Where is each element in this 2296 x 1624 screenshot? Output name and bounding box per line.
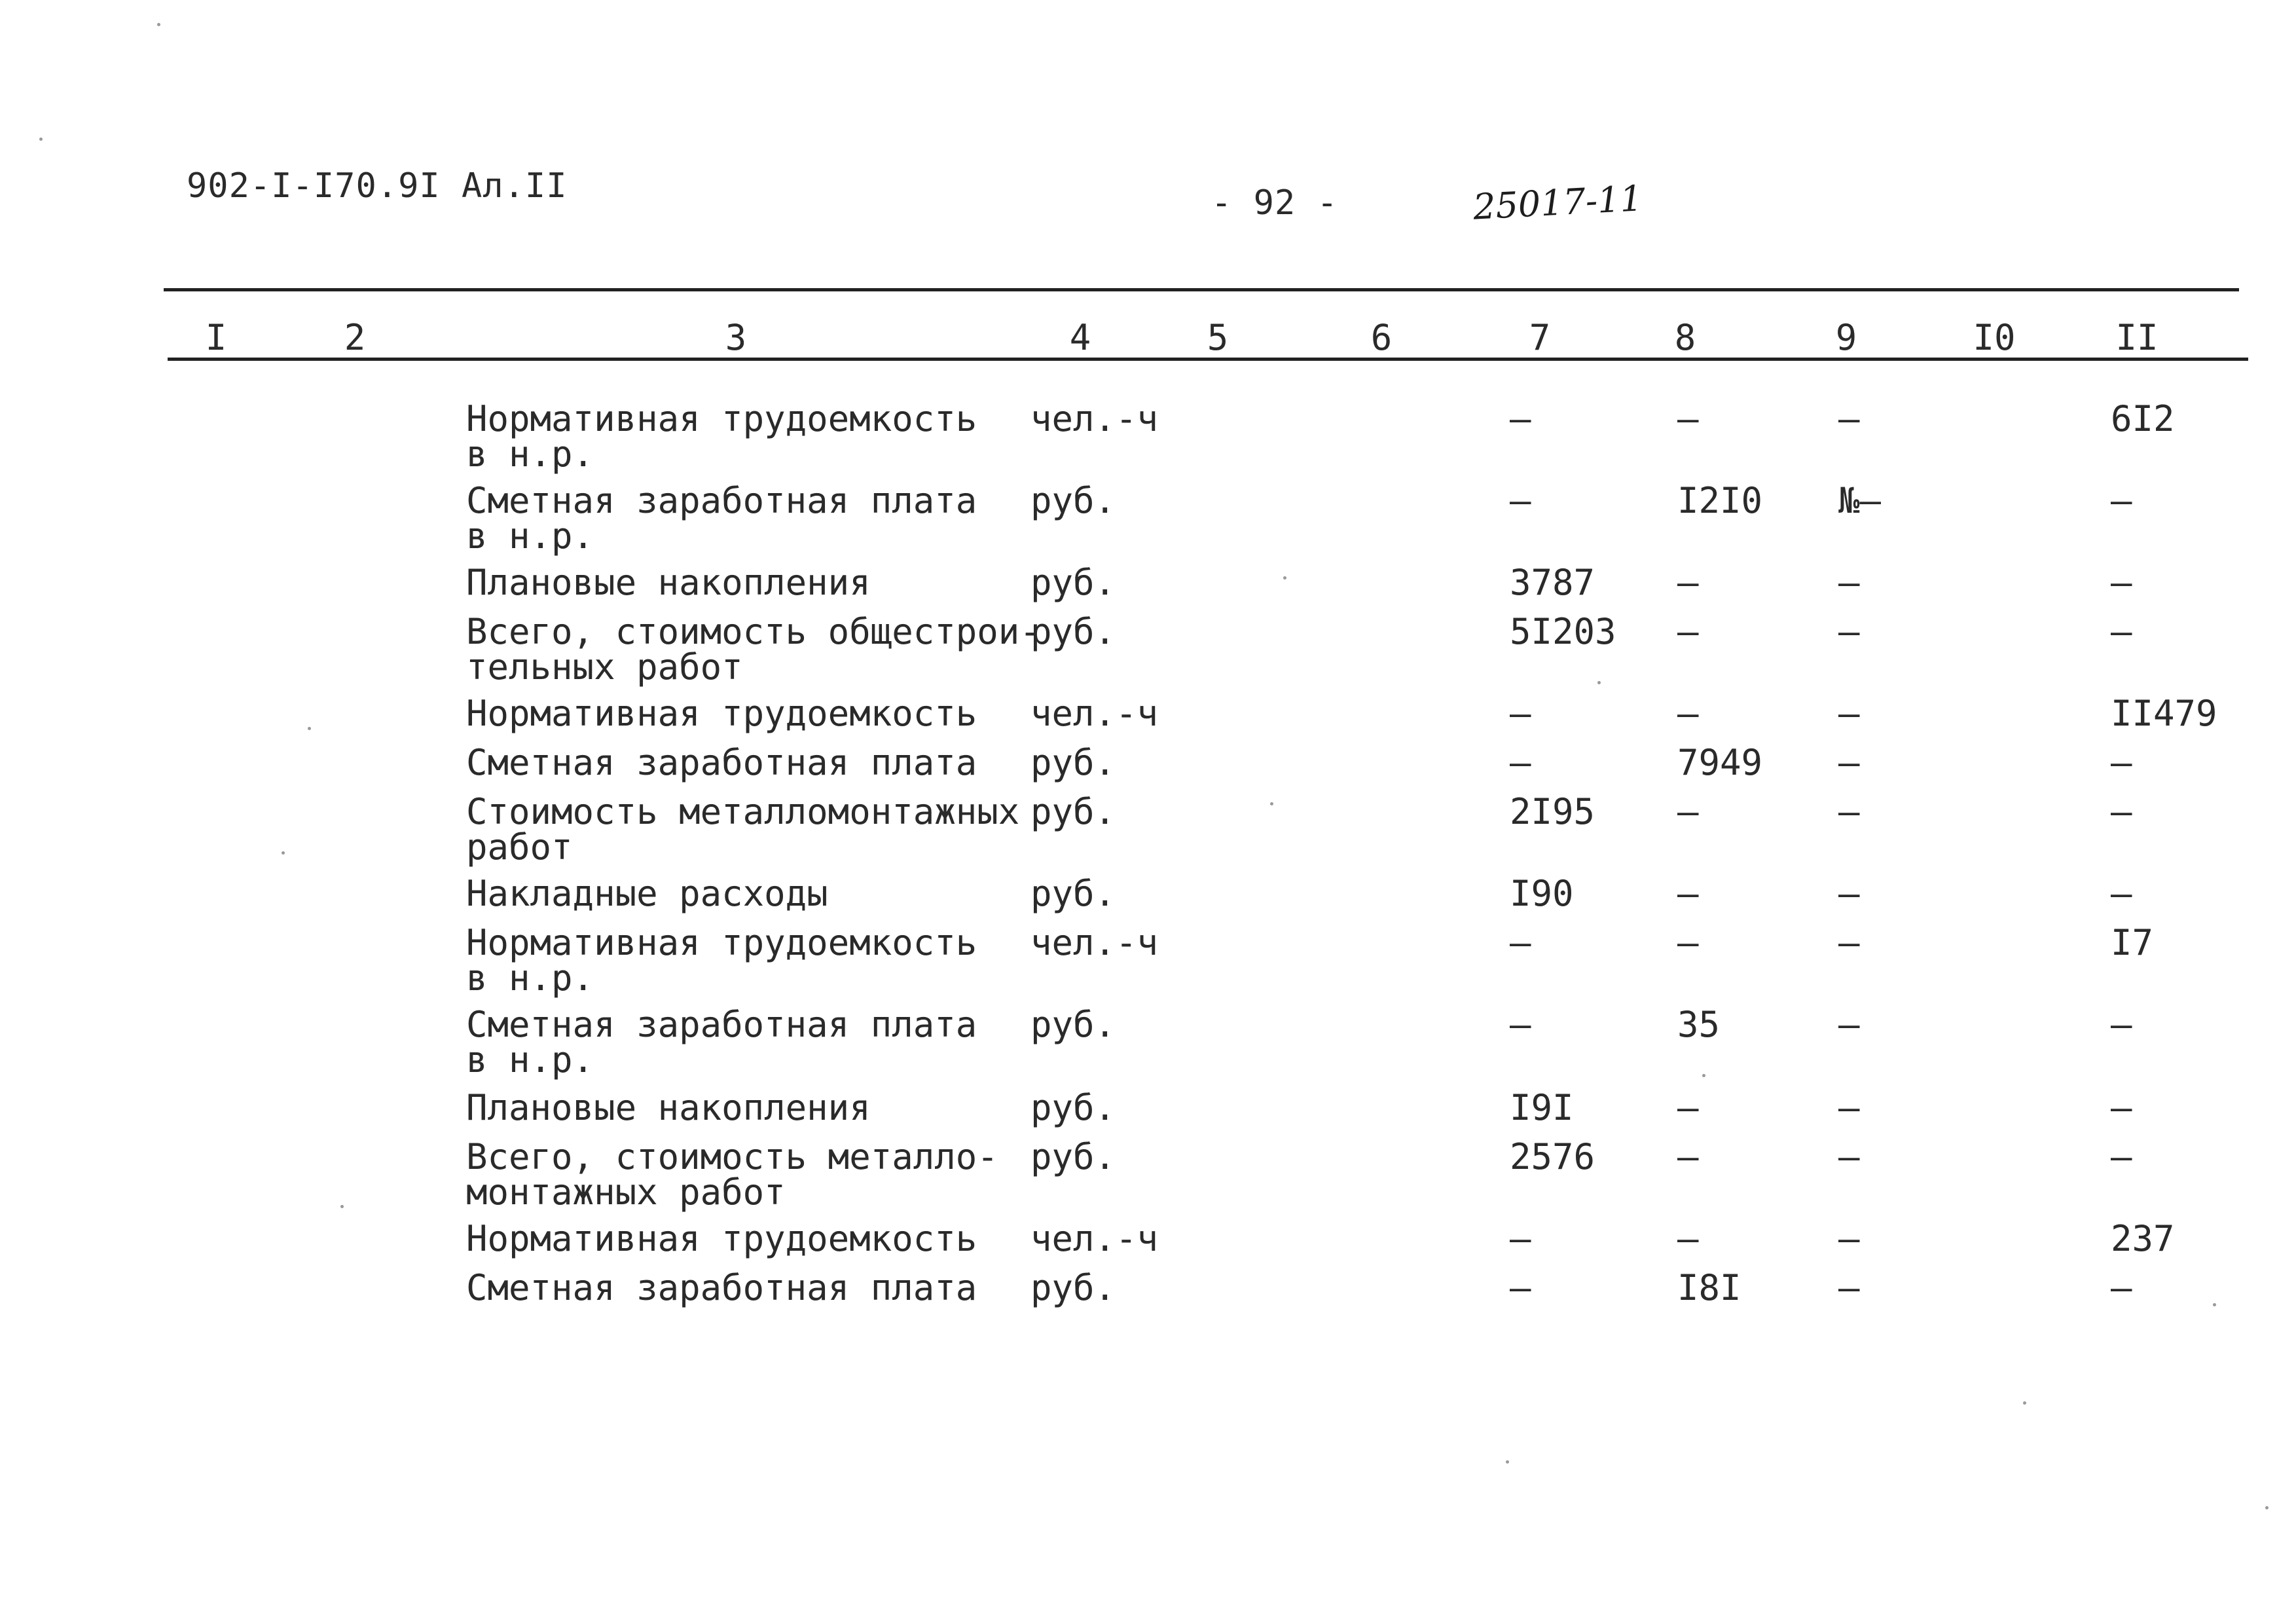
- row-unit: руб.: [1030, 873, 1116, 914]
- row-item-name: Сметная заработная плата: [466, 742, 977, 783]
- row-col7-value: –: [1510, 1218, 1531, 1259]
- row-col9-value: –: [1838, 693, 1860, 734]
- column-header-10: I0: [1973, 317, 2016, 358]
- row-col9-value: –: [1838, 742, 1860, 783]
- row-col9-value: –: [1838, 1218, 1860, 1259]
- row-col8-value: I8I: [1677, 1267, 1741, 1308]
- row-item-name: Сметная заработная плата в н.р.: [466, 1004, 977, 1080]
- scan-speck: [2265, 1506, 2269, 1509]
- row-col8-value: –: [1677, 562, 1699, 603]
- row-unit: руб.: [1030, 791, 1116, 832]
- row-col8-value: –: [1677, 922, 1699, 963]
- row-unit: руб.: [1030, 480, 1116, 521]
- row-item-name: Сметная заработная плата в н.р.: [466, 480, 977, 557]
- scan-speck: [39, 138, 43, 141]
- row-col7-value: –: [1510, 398, 1531, 439]
- row-col7-value: –: [1510, 1004, 1531, 1045]
- row-col7-value: –: [1510, 693, 1531, 734]
- row-col9-value: –: [1838, 562, 1860, 603]
- row-item-name: Стоимость металломонтажных работ: [466, 791, 1020, 868]
- page-number: - 92 -: [1211, 183, 1338, 223]
- row-item-name: Нормативная трудоемкость в н.р.: [466, 398, 977, 475]
- column-header-3: 3: [725, 317, 747, 358]
- row-col7-value: –: [1510, 922, 1531, 963]
- row-col11-value: –: [2111, 1004, 2132, 1045]
- row-col11-value: –: [2111, 1087, 2132, 1128]
- row-col7-value: I90: [1510, 873, 1574, 914]
- column-header-7: 7: [1529, 317, 1551, 358]
- row-col9-value: –: [1838, 922, 1860, 963]
- scan-speck: [157, 23, 160, 26]
- row-col11-value: 6I2: [2111, 398, 2175, 439]
- table-row: [0, 1004, 2296, 1086]
- row-col11-value: –: [2111, 611, 2132, 652]
- table-row: [0, 611, 2296, 693]
- row-col11-value: –: [2111, 1136, 2132, 1177]
- scan-speck: [1506, 1460, 1509, 1464]
- row-col8-value: –: [1677, 873, 1699, 914]
- table-row: [0, 1136, 2296, 1218]
- table-row: [0, 480, 2296, 562]
- scan-speck: [1283, 576, 1286, 580]
- scan-speck: [308, 727, 311, 730]
- row-col11-value: –: [2111, 562, 2132, 603]
- scan-speck: [1702, 1074, 1705, 1077]
- row-unit: руб.: [1030, 1136, 1116, 1177]
- row-col8-value: –: [1677, 1087, 1699, 1128]
- row-col7-value: –: [1510, 1267, 1531, 1308]
- row-item-name: Нормативная трудоемкость: [466, 1218, 977, 1259]
- row-item-name: Всего, стоимость общестрои- тельных работ: [466, 611, 1041, 688]
- table-top-rule: [164, 288, 2239, 291]
- scan-speck: [1270, 802, 1273, 805]
- scan-speck: [340, 1205, 344, 1208]
- scan-speck: [1597, 681, 1601, 684]
- row-col9-value: №–: [1838, 480, 1882, 521]
- handwritten-note: 25017-11: [1472, 177, 1644, 228]
- row-col7-value: 5I203: [1510, 611, 1616, 652]
- row-unit: руб.: [1030, 742, 1116, 783]
- row-item-name: Нормативная трудоемкость в н.р.: [466, 922, 977, 999]
- row-col7-value: 2576: [1510, 1136, 1595, 1177]
- row-col8-value: –: [1677, 791, 1699, 832]
- row-item-name: Накладные расходы: [466, 873, 828, 914]
- row-col8-value: –: [1677, 1218, 1699, 1259]
- document-code: 902-I-I70.9I Ал.II: [187, 166, 568, 206]
- row-col8-value: –: [1677, 693, 1699, 734]
- row-col7-value: I9I: [1510, 1087, 1574, 1128]
- row-col9-value: –: [1838, 791, 1860, 832]
- scan-speck: [2213, 1303, 2216, 1306]
- row-col9-value: –: [1838, 1267, 1860, 1308]
- row-unit: чел.-ч: [1030, 922, 1159, 963]
- column-header-4: 4: [1069, 317, 1091, 358]
- row-unit: руб.: [1030, 1004, 1116, 1045]
- row-unit: руб.: [1030, 611, 1116, 652]
- row-col9-value: –: [1838, 611, 1860, 652]
- row-unit: руб.: [1030, 1087, 1116, 1128]
- row-col7-value: –: [1510, 480, 1531, 521]
- row-col7-value: –: [1510, 742, 1531, 783]
- row-col9-value: –: [1838, 1004, 1860, 1045]
- row-item-name: Плановые накопления: [466, 562, 871, 603]
- row-item-name: Нормативная трудоемкость: [466, 693, 977, 734]
- row-item-name: Плановые накопления: [466, 1087, 871, 1128]
- row-item-name: Всего, стоимость металло- монтажных работ: [466, 1136, 998, 1213]
- column-header-5: 5: [1207, 317, 1229, 358]
- row-unit: руб.: [1030, 1267, 1116, 1308]
- row-col9-value: –: [1838, 1087, 1860, 1128]
- row-unit: чел.-ч: [1030, 693, 1159, 734]
- row-col8-value: –: [1677, 611, 1699, 652]
- row-col8-value: 35: [1677, 1004, 1721, 1045]
- row-col8-value: –: [1677, 398, 1699, 439]
- table-row: [0, 791, 2296, 873]
- row-col11-value: 237: [2111, 1218, 2175, 1259]
- table-row: [0, 1267, 2296, 1349]
- column-header-2: 2: [344, 317, 366, 358]
- column-header-1: I: [205, 317, 227, 358]
- row-col11-value: –: [2111, 791, 2132, 832]
- scan-speck: [2023, 1401, 2026, 1405]
- row-col7-value: 2I95: [1510, 791, 1595, 832]
- row-unit: чел.-ч: [1030, 398, 1159, 439]
- row-item-name: Сметная заработная плата: [466, 1267, 977, 1308]
- column-header-9: 9: [1835, 317, 1857, 358]
- row-col11-value: –: [2111, 742, 2132, 783]
- row-col11-value: –: [2111, 1267, 2132, 1308]
- row-col9-value: –: [1838, 873, 1860, 914]
- row-col11-value: II479: [2111, 693, 2217, 734]
- row-col9-value: –: [1838, 398, 1860, 439]
- column-header-8: 8: [1674, 317, 1696, 358]
- row-col8-value: I2I0: [1677, 480, 1763, 521]
- row-col8-value: –: [1677, 1136, 1699, 1177]
- scan-speck: [282, 851, 285, 855]
- row-col7-value: 3787: [1510, 562, 1595, 603]
- row-col8-value: 7949: [1677, 742, 1763, 783]
- column-header-11: II: [2115, 317, 2159, 358]
- row-col9-value: –: [1838, 1136, 1860, 1177]
- table-row: [0, 922, 2296, 1004]
- row-unit: руб.: [1030, 562, 1116, 603]
- column-header-6: 6: [1370, 317, 1393, 358]
- table-row: [0, 398, 2296, 480]
- row-col11-value: –: [2111, 873, 2132, 914]
- row-col11-value: I7: [2111, 922, 2154, 963]
- row-unit: чел.-ч: [1030, 1218, 1159, 1259]
- row-col11-value: –: [2111, 480, 2132, 521]
